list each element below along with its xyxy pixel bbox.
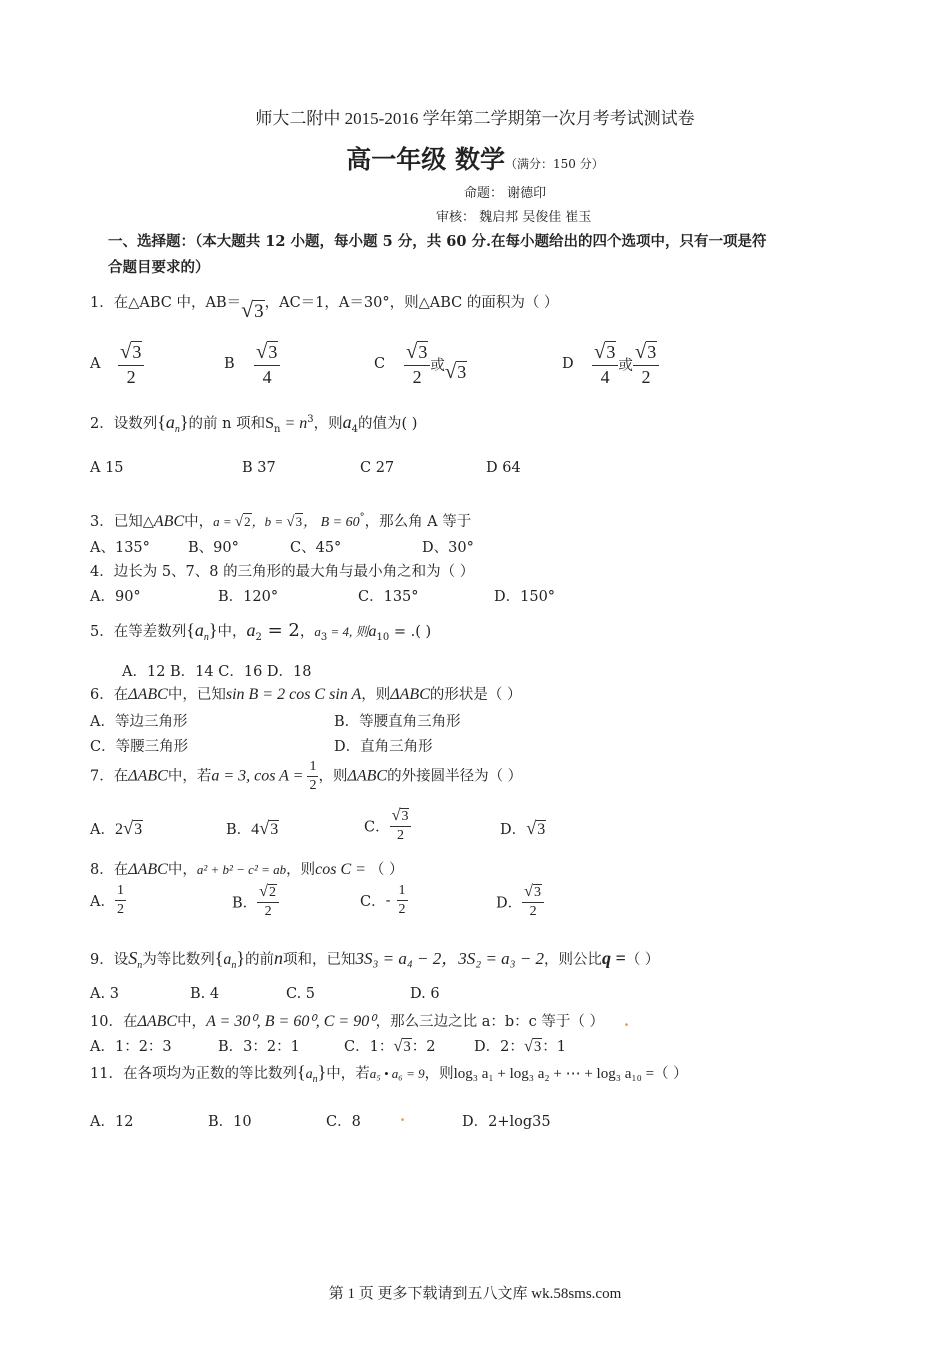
exam-title-line bbox=[0, 140, 950, 176]
q3-option-b: B、90° bbox=[188, 540, 239, 556]
q6-option-c: C．等腰三角形 bbox=[90, 739, 189, 755]
q9-option-a: A. 3 bbox=[90, 986, 119, 1002]
q10-option-d: D．2：√3：1 bbox=[474, 1036, 566, 1055]
q2-option-a: A 15 bbox=[90, 460, 124, 476]
q6-option-b: B．等腰直角三角形 bbox=[334, 714, 461, 730]
q9-option-d: D. 6 bbox=[410, 986, 440, 1002]
exam-subtitle: 师大二附中 2015-2016 学年第二学期第一次月考考试测试卷 bbox=[255, 109, 695, 128]
question-1 bbox=[90, 288, 559, 322]
q4-option-b: B．120° bbox=[218, 589, 279, 605]
q7-option-b: B．4√3 bbox=[226, 818, 279, 838]
author-line: 命题： 谢德印 bbox=[464, 186, 547, 201]
q6-option-d: D．直角三角形 bbox=[334, 739, 433, 755]
q3-option-d: D、30° bbox=[422, 540, 474, 556]
q1-sqrt: √3 bbox=[241, 298, 264, 322]
q11-option-b: B．10 bbox=[208, 1114, 252, 1130]
section-heading-2: 合题目要求的） bbox=[108, 259, 210, 276]
q2-option-b: B 37 bbox=[242, 460, 276, 476]
q7-option-d: D．√3 bbox=[500, 818, 546, 838]
q1-option-d: D $\frac{√3}{4}$ 或 $\frac{√3}{2}$ bbox=[562, 342, 659, 387]
q5-options: A．12 B．14 C．16 D．18 bbox=[122, 664, 312, 680]
q8-option-b: B． $\frac{√2}{2}$ bbox=[232, 884, 279, 920]
q1-option-c-value: $\frac{√3}{2}$ bbox=[404, 342, 430, 387]
question-10: 10．在ΔABC中，A = 30⁰, B = 60⁰, C = 90⁰，那么三边之比 a：b：c 等于（ ） . bbox=[90, 1013, 630, 1030]
section-heading-1: 一、选择题：（本大题共 12 小题，每小题 5 分，共 60 分.在每小题给出的四个选项中，只有一项是符 bbox=[108, 233, 767, 250]
q10-option-c: C．1：√3：2 bbox=[344, 1036, 436, 1055]
q1-option-d-value-2: $\frac{√3}{2}$ bbox=[633, 342, 659, 387]
q1-option-b-value: $\frac{√3}{4}$ bbox=[254, 342, 280, 387]
q8-option-c: C．- $\frac{1}{2}$ bbox=[360, 883, 406, 917]
q11-option-d: D．2+log35 bbox=[462, 1114, 551, 1130]
question-9: 9．设$S_n$为等比数列$\{a_n\}$的前n项和，已知3S₃ = a₄ − 2，3S₂ = a₃ − 2，则公比q =（ ） bbox=[90, 948, 660, 971]
q1-option-b: B $\frac{√3}{4}$ bbox=[224, 342, 280, 387]
q7-option-c: C． $\frac{√3}{2}$ bbox=[364, 808, 411, 844]
q1-option-a-label: A bbox=[90, 356, 101, 373]
page-footer: 第 1 页 更多下载请到五八文库 wk.58sms.com bbox=[328, 1286, 622, 1302]
orange-dot-mark-2: . bbox=[400, 1108, 406, 1125]
q2-option-c: C 27 bbox=[360, 460, 395, 476]
q10-option-a: A．1：2：3 bbox=[90, 1039, 172, 1055]
exam-title: 高一年级 数学 bbox=[346, 145, 505, 174]
q1-prefix: 1．在△ABC 中，AB＝ bbox=[90, 295, 242, 311]
question-7: 7．在ΔABC中，若a = 3, cos A = $\frac{1}{2}$ ，则ΔABC的外接圆半径为（ ） bbox=[90, 759, 523, 793]
q4-option-c: C．135° bbox=[358, 589, 419, 605]
q11-option-a: A．12 bbox=[90, 1114, 134, 1130]
score-note: （满分：150 分） bbox=[504, 157, 604, 171]
q10-option-b: B．3：2：1 bbox=[218, 1039, 300, 1055]
question-2: 2．设数列$\{a_n\}$的前 n 项和$S_n = n^3$，则$a_4$的值为( ) bbox=[90, 412, 418, 435]
q1-suffix: ，AC＝1，A＝30°，则△ABC 的面积为（ ） bbox=[264, 295, 559, 311]
q4-option-a: A．90° bbox=[90, 589, 141, 605]
q3-option-c: C、45° bbox=[290, 540, 342, 556]
q1-option-c: C $\frac{√3}{2}$ 或√3 bbox=[374, 341, 467, 387]
q3-option-a: A、135° bbox=[90, 540, 150, 556]
q2-option-d: D 64 bbox=[486, 460, 521, 476]
q9-option-c: C. 5 bbox=[286, 986, 316, 1002]
question-4: 4．边长为 5、7、8 的三角形的最大角与最小角之和为（ ） bbox=[90, 564, 475, 580]
q4-option-d: D．150° bbox=[494, 589, 556, 605]
q8-option-d: D． $\frac{√3}{2}$ bbox=[496, 884, 544, 920]
q1-option-d-value-1: $\frac{√3}{4}$ bbox=[592, 342, 618, 387]
q1-option-a-value: $\frac{√3}{2}$ bbox=[118, 342, 144, 387]
question-6: 6．在ΔABC中，已知sin B = 2 cos C sin A，则ΔABC的形状是（ ） bbox=[90, 686, 522, 703]
q9-option-b: B. 4 bbox=[190, 986, 220, 1002]
question-5: 5．在等差数列$\{a_n\}$中，$a_2 = 2$，$a_3 = 4$, 则$a_{10}$ = .( ) bbox=[90, 620, 432, 643]
reviewers-line: 审核： 魏启邦 吴俊佳 崔玉 bbox=[436, 210, 592, 225]
q1-options bbox=[90, 342, 144, 387]
q6-option-a: A．等边三角形 bbox=[90, 714, 188, 730]
question-8: 8．在ΔABC中，a² + b² − c² = ab，则cos C = （ ） bbox=[90, 861, 404, 878]
q11-option-c: C．8 bbox=[326, 1114, 361, 1130]
q7-option-a: A．2√3 bbox=[90, 818, 143, 838]
q8-option-a: A． $\frac{1}{2}$ bbox=[90, 883, 124, 917]
orange-dot-mark: . bbox=[624, 1013, 630, 1030]
question-3: 3．已知△ABC中，a = √2，b = √3， B = 60°，那么角 A 等于 bbox=[90, 512, 472, 530]
question-11: 11．在各项均为正数的等比数列$\{a_n\}$中，若a₅ • a₆ = 9，则log₃ a₁ + log₃ a₂ + ⋯ + log₃ a₁₀ =（ ） bbox=[90, 1062, 688, 1085]
